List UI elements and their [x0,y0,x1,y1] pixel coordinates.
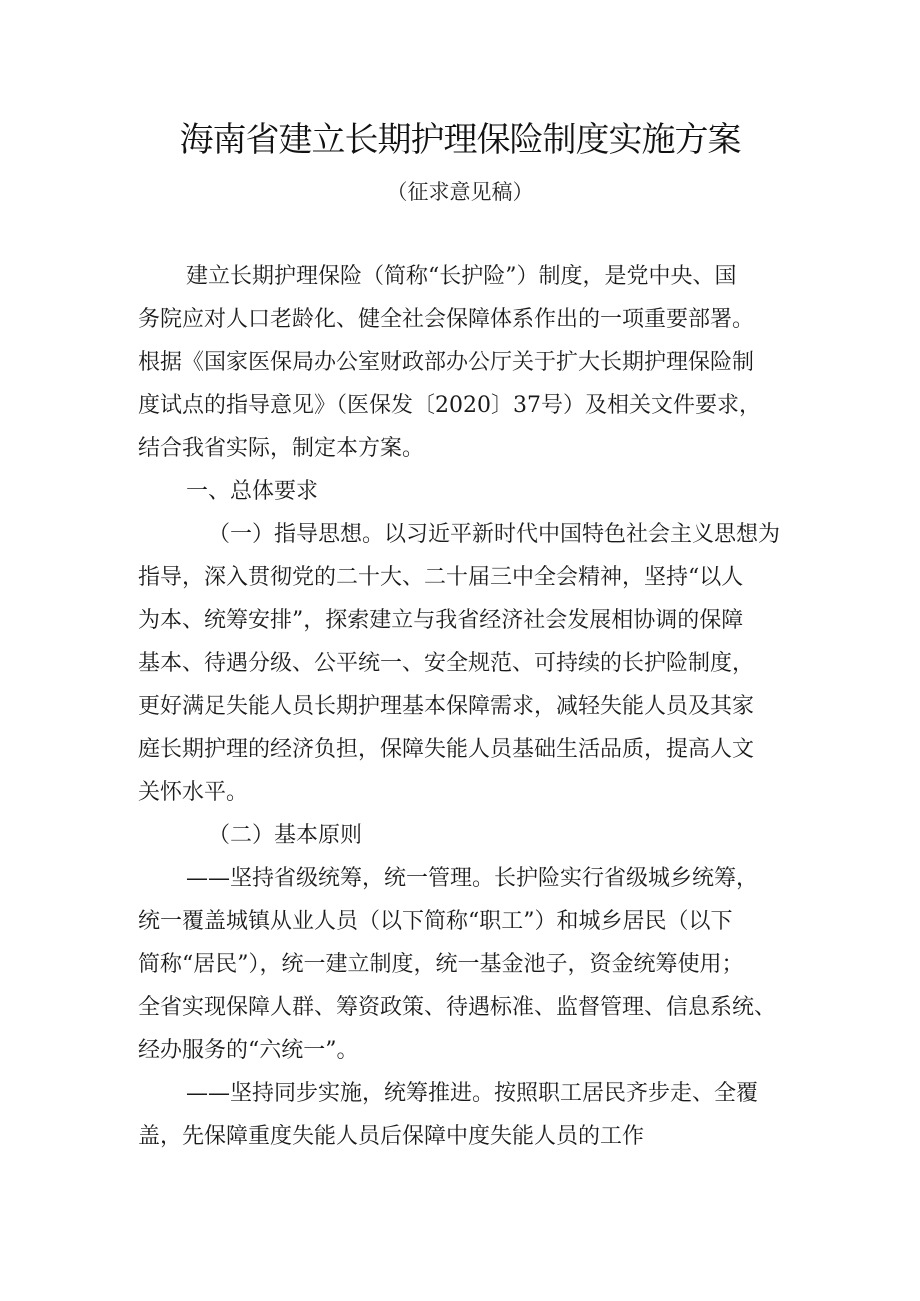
body-line: 结合我省实际，制定本方案。 [138,436,425,461]
section-heading: 一、总体要求 [186,479,319,504]
body-line: 关怀水平。 [138,780,249,805]
body-line: 统一覆盖城镇从业人员（以下简称“职工”）和城乡居民（以下 [138,909,733,934]
body-line: 庭长期护理的经济负担，保障失能人员基础生活品质，提高人文 [138,737,755,762]
body-line: 盖，先保障重度失能人员后保障中度失能人员的工作 [138,1124,645,1149]
body-line: 基本、待遇分级、公平统一、安全规范、可持续的长护险制度， [138,651,755,676]
body-line: 全省实现保障人群、筹资政策、待遇标准、监督管理、信息系统、 [138,995,777,1020]
body-line: 根据《国家医保局办公室财政部办公厅关于扩大长期护理保险制 [138,350,755,375]
document-title: 海南省建立长期护理保险制度实施方案 [179,120,741,160]
subsection-heading: （一）指导思想。以习近平新时代中国特色社会主义思想为 [208,522,781,547]
body-line: 度试点的指导意见》（医保发〔2020〕37号）及相关文件要求， [138,393,761,418]
subsection-heading: （二）基本原则 [208,823,363,848]
body-line: 简称“居民”），统一建立制度，统一基金池子，资金统筹使用； [138,952,744,977]
body-line: 指导，深入贯彻党的二十大、二十届三中全会精神，坚持“以人 [138,565,744,590]
body-line: 更好满足失能人员长期护理基本保障需求，减轻失能人员及其家 [138,694,755,719]
body-line: 务院应对人口老龄化、健全社会保障体系作出的一项重要部署。 [138,307,755,332]
body-line: 为本、统筹安排”，探索建立与我省经济社会发展相协调的保障 [138,608,744,633]
body-line: 建立长期护理保险（简称“长护险”）制度，是党中央、国 [186,264,737,289]
document-subtitle: （征求意见稿） [386,180,534,204]
body-line: ——坚持同步实施，统筹推进。按照职工居民齐步走、全覆 [186,1081,759,1106]
body-line: ——坚持省级统筹，统一管理。长护险实行省级城乡统筹， [186,866,759,891]
body-line: 经办服务的“六统一”。 [138,1038,359,1063]
